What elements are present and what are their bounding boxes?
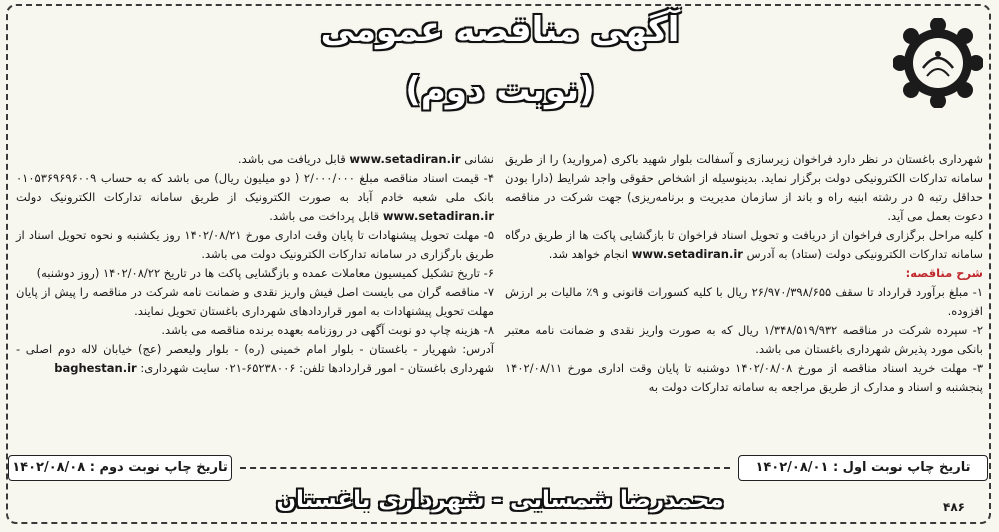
footer-divider bbox=[240, 467, 730, 469]
municipality-site-link[interactable]: baghestan.ir bbox=[54, 361, 137, 375]
ad-title: آگهی مناقصه عمومی bbox=[320, 10, 680, 50]
left-column bbox=[16, 150, 494, 378]
process-end: انجام خواهد شد. bbox=[548, 247, 629, 261]
cont-suffix: قابل دریافت می باشد. bbox=[237, 152, 346, 166]
item-2: ۲- سپرده شرکت در مناقصه ۱/۳۴۸/۵۱۹/۹۳۲ ریال که به صورت واریز نقدی و ضمانت نامه معتبر بانکی مورد پذیرش شهرداری باغستان می باشد. bbox=[505, 323, 983, 356]
process-paragraph bbox=[505, 226, 983, 264]
first-print-date: تاریخ چاپ نوبت اول : ۱۴۰۲/۰۸/۰۱ bbox=[738, 455, 988, 481]
ad-subtitle: (نوبت دوم) bbox=[405, 70, 595, 110]
continuation bbox=[16, 150, 494, 169]
item-6: ۶- تاریخ تشکیل کمیسیون معاملات عمده و بازگشایی پاکت ها در تاریخ ۱۴۰۲/۰۸/۲۲ (روز دوشنبه) bbox=[36, 266, 494, 280]
item-4-text: ۴- قیمت اسناد مناقصه مبلغ ۲/۰۰۰/۰۰۰ ( دو میلیون ریال) می باشد که به حساب ۰۱۰۵۳۶۹۶۹۶۰۰۹ بانک ملی شعبه خادم آباد به صورت الکترونیک از طریق سامانه تدارکات الکترونیک دولت bbox=[16, 171, 495, 204]
setad-link-3[interactable]: www.setadiran.ir bbox=[382, 209, 494, 223]
item-4 bbox=[16, 169, 494, 226]
item-3: ۳- مهلت خرید اسناد مناقصه از مورخ ۱۴۰۲/۰۸/۰۸ دوشنبه تا پایان وقت اداری مورخ ۱۴۰۲/۰۸/۱۱ پنجشنبه و اسناد و مدارک از طریق مراجعه به سامانه تدارکات دولت به bbox=[505, 361, 983, 394]
right-column bbox=[505, 150, 983, 397]
cont-prefix: نشانی bbox=[464, 152, 494, 166]
process-text: کلیه مراحل برگزاری فراخوان از دریافت و تحویل اسناد فراخوان تا بازگشایی پاکت ها از طریق درگاه سامانه تدارکات الکترونیکی دولت (ستاد) به آدرس bbox=[505, 228, 983, 261]
signature: محمدرضا شمسایی - شهرداری باغستان bbox=[276, 487, 724, 513]
section-title: شرح مناقصه: bbox=[905, 266, 983, 280]
item-1: ۱- مبلغ برآورد قرارداد تا سقف ۲۶/۹۷۰/۳۹۸/۶۵۵ ریال با کلیه کسورات قانونی و ۹٪ مالیات بر ارزش افزوده. bbox=[505, 285, 984, 318]
item-4-end: قابل پرداخت می باشد. bbox=[269, 209, 380, 223]
item-8: ۸- هزینه چاپ دو نوبت آگهی در روزنامه بعهده برنده مناقصه می باشد. bbox=[161, 323, 494, 337]
setad-link[interactable]: www.setadiran.ir bbox=[631, 247, 743, 261]
address-text: آدرس: شهریار - باغستان - بلوار امام خمینی (ره) - بلوار ولیعصر (عج) خیابان لاله دوم اصلی - شهرداری باغستان - امور قراردادها تلفن: ۶۵۲۳۸۰۰۶-۰۲۱ سایت شهرداری: bbox=[16, 342, 494, 375]
item-7: ۷- مناقصه گران می بایست اصل فیش واریز نقدی و ضمانت نامه شرکت در مناقصه را پیش از پایان مهلت تحویل پیشنهادات به امور قراردادهای شهرداری باغستان تحویل نمایند. bbox=[16, 285, 494, 318]
setad-link-2[interactable]: www.setadiran.ir bbox=[349, 152, 461, 166]
intro-paragraph: شهرداری باغستان در نظر دارد فراخوان زیرسازی و آسفالت بلوار شهید باکری (مروارید) را از طریق سامانه تدارکات الکترونیکی دولت برگزار نماید. بدینوسیله از اشخاص حقوقی واجد شرایط (دارا بودن حداقل رتبه ۵ در رشته ابنیه راه و باند از سازمان مدیریت و برنامه‌ریزی) جهت شرکت در مناقصه دعوت بعمل می آید. bbox=[505, 152, 984, 223]
second-print-date: تاریخ چاپ نوبت دوم : ۱۴۰۲/۰۸/۰۸ bbox=[8, 455, 232, 481]
address bbox=[16, 340, 494, 378]
municipality-logo bbox=[893, 18, 983, 108]
page-number: ۴۸۶ bbox=[943, 500, 965, 514]
item-5: ۵- مهلت تحویل پیشنهادات تا پایان وقت اداری مورخ ۱۴۰۲/۰۸/۲۱ روز یکشنبه و نحوه تحویل اسناد از طریق بارگزاری در سامانه تدارکات الکترونیک دولت می باشد. bbox=[16, 228, 494, 261]
